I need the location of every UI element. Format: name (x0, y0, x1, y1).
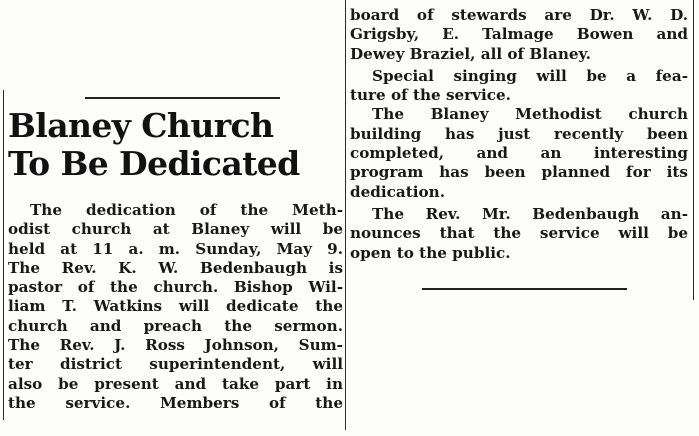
headline-line-1: Blaney Church (8, 106, 274, 145)
headline-line-2: To Be Dedicated (8, 144, 300, 183)
text-line: Special singing will be a fea- (372, 66, 688, 85)
paragraph-1 (8, 201, 343, 413)
column-divider-rule (345, 0, 346, 430)
text-line: The Rev. K. W. Bedenbaugh is (8, 258, 343, 277)
text-line: building has just recently been (350, 124, 688, 143)
left-border-rule (3, 90, 4, 420)
text-line: open to the public. (350, 243, 511, 262)
headline-top-rule (85, 97, 280, 99)
text-line: held at 11 a. m. Sunday, May 9. (8, 239, 343, 258)
article-body-right-column (350, 6, 688, 263)
text-line: completed, and an interesting (350, 144, 688, 163)
paragraph-2-continued (350, 6, 688, 64)
text-line: liam T. Watkins will dedicate the (8, 297, 343, 316)
text-line: also be present and take part in (8, 374, 343, 393)
text-line: pastor of the church. Bishop Wil- (8, 278, 343, 297)
right-border-rule (693, 0, 694, 300)
paragraph-4 (350, 105, 688, 201)
article-body-left-column (8, 201, 343, 413)
article-end-rule (422, 288, 627, 290)
paragraph-5 (350, 205, 688, 263)
text-line: board of stewards are Dr. W. D. (350, 6, 688, 24)
paragraph-3 (350, 67, 688, 106)
text-line: the service. Members of the (8, 393, 343, 412)
text-line: program has been planned for its (350, 163, 688, 182)
text-line: The dedication of the Meth- (30, 201, 343, 219)
text-line: ter district superintendent, will (8, 355, 343, 374)
text-line: church and preach the sermon. (8, 316, 343, 335)
headline (8, 107, 300, 183)
text-line: The Rev. J. Ross Johnson, Sum- (8, 336, 343, 355)
text-line: Grigsby, E. Talmage Bowen and (350, 25, 688, 44)
text-line: The Blaney Methodist church (372, 105, 688, 124)
text-line: nounces that the service will be (350, 224, 688, 243)
text-line: odist church at Blaney will be (8, 220, 343, 239)
text-line: dedication. (350, 182, 446, 201)
text-line: ture of the service. (350, 86, 511, 105)
text-line: Dewey Braziel, all of Blaney. (350, 44, 591, 63)
text-line: The Rev. Mr. Bedenbaugh an- (372, 204, 688, 223)
